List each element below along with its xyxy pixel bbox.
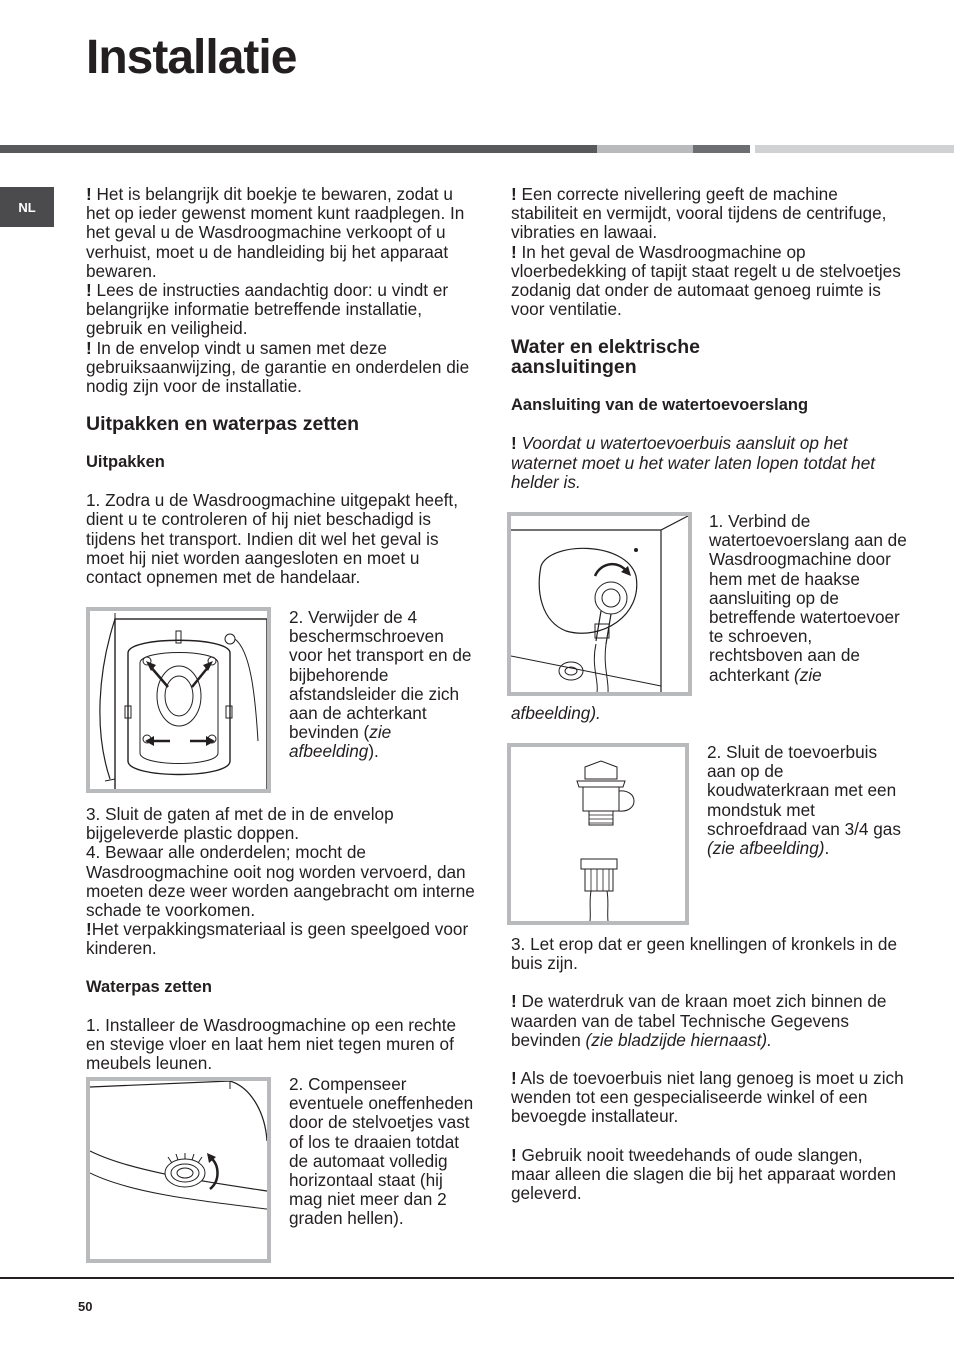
section-title-unpack-level: Uitpakken en waterpas zetten: [86, 413, 360, 436]
unpack-step-2: 2. Verwijder de 4 beschermschroeven voor het transport en de bijbehorende afstandsleider die zich aan de achterkant bevinden (zie afbeelding).: [289, 607, 472, 762]
foot-illustration: [90, 1081, 267, 1259]
unpack-step-3: 3. Sluit de gaten af met de in de envelop bijgeleverde plastic doppen.: [86, 804, 394, 844]
level-step-2-block: [289, 1075, 474, 1229]
left-column: [86, 185, 478, 587]
tap-illustration: [511, 747, 685, 921]
left-column-continued: [86, 805, 478, 1073]
hose-step-1-block: [709, 512, 909, 685]
figure-hose-connection: [507, 512, 692, 696]
length-note: ! Als de toevoerbuis niet lang genoeg is moet u zich wenden tot een gespecialiseerde winkel of een bevoegde installateur.: [511, 1068, 904, 1127]
right-column: [511, 185, 903, 492]
unpack-step-1: 1. Zodra u de Wasdroogmachine uitgepakt heeft, dient u te controleren of hij niet beschadigd is tijdens het transport. Indien dit wel het geval is moet hij niet worden aangesloten en moet u contact opnemen met de handelaar.: [86, 490, 458, 588]
hose-step-3: 3. Let erop dat er geen knellingen of kronkels in de buis zijn.: [511, 934, 898, 974]
figure-machine-back-screws: [86, 607, 271, 793]
hose-connection-illustration: [511, 516, 688, 692]
hose-step-1: 1. Verbind de watertoevoerslang aan de Wasdroogmachine door hem met de haakse aansluiting op de betreffende watertoevoer te schroeven, rechtsboven aan de achterkant (zie: [709, 511, 907, 685]
unpack-step-4: 4. Bewaar alle onderdelen; mocht de Wasdroogmachine ooit nog worden vervoerd, dan moeten deze weer worden aangebracht om interne schade te voorkomen.: [86, 842, 475, 921]
figure-tap-thread: [507, 743, 689, 925]
used-hoses-note: ! Gebruik nooit tweedehands of oude slangen, maar alleen die slagen die bij het apparaat worden geleverd.: [511, 1144, 897, 1204]
right-column-continued: [511, 935, 906, 1203]
figure-adjustable-foot: [86, 1077, 271, 1263]
level-note-2: ! In het geval de Wasdroogmachine op vloerbedekking of tapijt staat regelt u de stelvoetjes zodanig dat onder de automaat genoeg ruimte is voor ventilatie.: [511, 241, 901, 320]
hose-step-2-block: [707, 743, 907, 858]
page-title: Installatie: [86, 31, 297, 84]
unpack-note: !Het verpakkingsmateriaal is geen speelgoed voor kinderen.: [86, 919, 469, 959]
pressure-note: ! De waterdruk van de kraan moet zich binnen de waarden van de tabel Technische Gegevens bevinden (zie bladzijde hiernaast).: [511, 991, 887, 1050]
subsection-title-unpack: Uitpakken: [86, 453, 165, 472]
section-title-connections: Water en elektrische aansluitingen: [511, 336, 700, 379]
level-step-1: 1. Installeer de Wasdroogmachine op een rechte en stevige vloer en laat hem niet tegen muren of meubels leunen.: [86, 1014, 457, 1074]
intro-paragraph-3: ! In de envelop vindt u samen met deze gebruiksaanwijzing, de garantie en onderdelen die nodig zijn voor de installatie.: [86, 337, 470, 397]
subsection-title-level: Waterpas zetten: [86, 977, 212, 996]
water-warning: ! Voordat u watertoevoerbuis aansluit op het waternet moet u het water laten lopen totdat het helder is.: [511, 433, 876, 492]
intro-paragraph-2: ! Lees de instructies aandachtig door: u vindt er belangrijke informatie betreffende installatie, gebruik en veiligheid.: [86, 280, 449, 339]
footer-rule: [0, 1277, 954, 1279]
intro-paragraph-1: ! Het is belangrijk dit boekje te bewaren, zodat u het op ieder gewenst moment kunt raadplegen. In het geval u de Wasdroogmachine verkoopt of u verhuist, moet u de handleiding bij het apparaat bewaren.: [86, 184, 465, 281]
subsection-title-water-hose: Aansluiting van de watertoevoerslang: [511, 396, 809, 415]
language-tab: NL: [0, 187, 54, 227]
page-number: 50: [78, 1299, 93, 1314]
hose-step-1-end: afbeelding).: [511, 703, 601, 723]
hose-step-2: 2. Sluit de toevoerbuis aan op de koudwaterkraan met een mondstuk met schroefdraad van 3/4 gas (zie afbeelding).: [707, 742, 901, 859]
machine-back-illustration: [90, 611, 267, 789]
unpack-step-2-block: [289, 608, 479, 762]
level-note-1: ! Een correcte nivellering geeft de machine stabiliteit en vermijdt, vooral tijdens de centrifuge, vibraties en lawaai.: [511, 184, 887, 243]
level-step-2: 2. Compenseer eventuele oneffenheden door de stelvoetjes vast of los te draaien totdat de automaat volledig horizontaal staat (hij mag niet meer dan 2 graden hellen).: [289, 1074, 474, 1229]
